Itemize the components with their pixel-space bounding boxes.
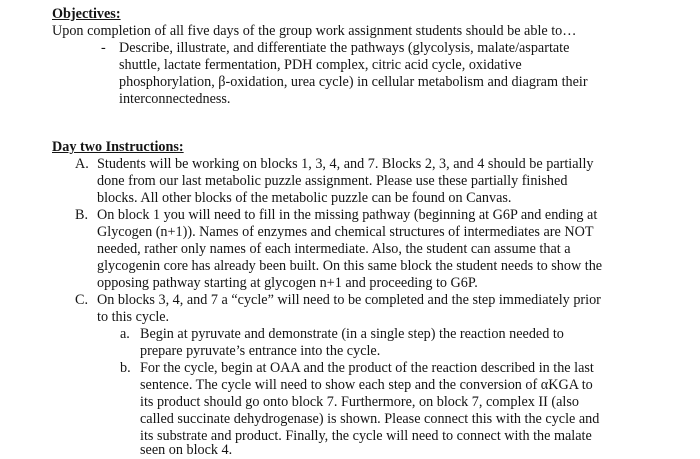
item-c-line: On blocks 3, 4, and 7 a “cycle” will need to be completed and the step immediately prior [97,292,601,308]
subitem-b-line: For the cycle, begin at OAA and the product of the reaction described in the last [140,360,594,376]
objectives-bullet-line: Describe, illustrate, and differentiate the pathways (glycolysis, malate/aspartate [119,40,570,56]
subitem-b-line: called succinate dehydrogenase) is shown. Please connect this with the cycle and [140,411,600,427]
subitem-b-marker: b. [120,360,131,376]
item-b-line: opposing pathway starting at glycogen n+1 and proceeding to G6P. [97,275,478,291]
objectives-bullet-marker: - [101,40,106,56]
objectives-bullet-line: interconnectedness. [119,91,231,107]
subitem-a-line: prepare pyruvate’s entrance into the cycle. [140,343,381,359]
item-c-line: to this cycle. [97,309,170,325]
item-c-marker: C. [75,292,89,308]
item-a-line: done from our last metabolic puzzle assignment. Please use these partially finished [97,173,568,189]
subitem-a-line: Begin at pyruvate and demonstrate (in a single step) the reaction needed to [140,326,564,342]
item-a-line: blocks. All other blocks of the metabolic puzzle can be found on Canvas. [97,190,512,206]
subitem-a-marker: a. [120,326,130,342]
objectives-bullet-line: phosphorylation, β-oxidation, urea cycle) in cellular metabolism and diagram their [119,74,588,90]
item-b-line: glycogenin core has already been built. On this same block the student needs to show the [97,258,603,274]
subitem-b-line: sentence. The cycle will need to show each step and the conversion of αKGA to [140,377,593,393]
item-a-line: Students will be working on blocks 1, 3, 4, and 7. Blocks 2, 3, and 4 should be partially [97,156,594,172]
objectives-heading: Objectives: [52,6,121,22]
item-a-marker: A. [75,156,89,172]
item-b-line: needed, rather only names of each intermediate. Also, the student can assume that a [97,241,571,257]
item-b-line: On block 1 you will need to fill in the missing pathway (beginning at G6P and ending at [97,207,598,223]
item-b-marker: B. [75,207,89,223]
subitem-b-line: seen on block 4. [140,442,233,458]
subitem-b-line: its substrate and product. Finally, the cycle will need to connect with the malate [140,428,592,444]
day-two-heading: Day two Instructions: [52,139,184,155]
objectives-intro: Upon completion of all five days of the group work assignment students should be able to… [52,23,577,39]
objectives-bullet-line: shuttle, lactate fermentation, PDH complex, citric acid cycle, oxidative [119,57,522,73]
item-b-line: Glycogen (n+1)). Names of enzymes and chemical structures of intermediates are NOT [97,224,594,240]
subitem-b-line: its product should go onto block 7. Furthermore, on block 7, complex II (also [140,394,579,410]
